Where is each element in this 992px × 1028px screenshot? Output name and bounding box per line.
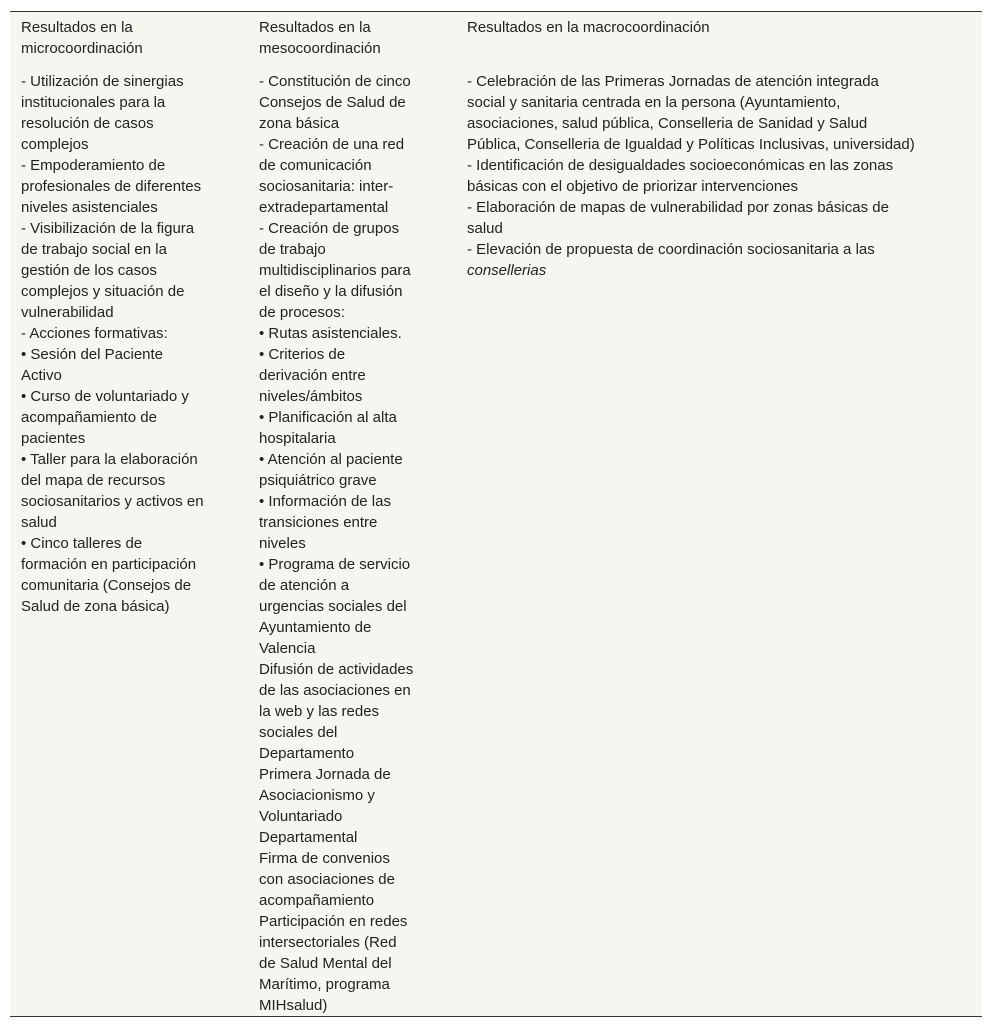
header-line: microcoordinación: [21, 40, 143, 57]
cell-text-line: Participación en redes: [259, 913, 408, 930]
cell-text-line: multidisciplinarios para: [259, 262, 411, 279]
cell-text-line: salud: [21, 514, 57, 531]
cell-text-line: - Acciones formativas:: [21, 325, 168, 342]
cell-text-line: • Curso de voluntariado y: [21, 388, 189, 405]
cell-text-line: Valencia: [259, 640, 316, 657]
cell-text-line: Marítimo, programa: [259, 976, 390, 993]
cell-text-line: complejos y situación de: [21, 283, 185, 300]
cell-text-line: - Elevación de propuesta de coordinación sociosanitaria a las: [467, 241, 875, 258]
cell-text-line: Difusión de actividades: [259, 661, 414, 678]
cell-text-line: • Cinco talleres de: [21, 535, 143, 552]
cell-text-line: la web y las redes: [259, 703, 380, 720]
cell-text-line: de procesos:: [259, 304, 345, 321]
header-line: Resultados en la: [21, 19, 133, 36]
cell-text-line: de las asociaciones en: [259, 682, 411, 699]
cell-text-line: urgencias sociales del: [259, 598, 407, 615]
cell-text-line: Primera Jornada de: [259, 766, 391, 783]
cell-text-line: Voluntariado: [259, 808, 343, 825]
cell-text-line: de trabajo social en la: [21, 241, 167, 258]
cell-text-line: - Visibilización de la figura: [21, 220, 195, 237]
cell-text-line: acompañamiento de: [21, 409, 157, 426]
cell-text-line: • Programa de servicio: [259, 556, 411, 573]
cell-text-line: • Taller para la elaboración: [21, 451, 198, 468]
column-macrocoordinacion: [467, 12, 967, 281]
cell-text-line: - Constitución de cinco: [259, 73, 411, 90]
cell-text-line: del mapa de recursos: [21, 472, 166, 489]
cell-text-line: transiciones entre: [259, 514, 378, 531]
cell-text-line: Departamento: [259, 745, 355, 762]
cell-text-line: profesionales de diferentes: [21, 178, 202, 195]
cell-text-line: Ayuntamiento de: [259, 619, 372, 636]
cell-text-line: • Rutas asistenciales.: [259, 325, 402, 342]
column-header-meso: [259, 12, 439, 59]
cell-text-line: derivación entre: [259, 367, 366, 384]
cell-text-line: social y sanitaria centrada en la persona (Ayuntamiento,: [467, 94, 841, 111]
cell-text-line: formación en participación: [21, 556, 197, 573]
cell-text-line: pacientes: [21, 430, 86, 447]
column-mesocoordinacion: [259, 12, 439, 1016]
cell-text-line: Salud de zona básica): [21, 598, 170, 615]
cell-text-line: Activo: [21, 367, 62, 384]
cell-text-line: - Elaboración de mapas de vulnerabilidad por zonas básicas de: [467, 199, 889, 216]
cell-text-line: MIHsalud): [259, 997, 328, 1014]
header-line: Resultados en la macrocoordinación: [467, 19, 710, 36]
column-header-macro: [467, 12, 967, 59]
cell-text-line: vulnerabilidad: [21, 304, 114, 321]
cell-text-line: con asociaciones de: [259, 871, 395, 888]
cell-text-line: - Creación de grupos: [259, 220, 400, 237]
cell-text-line: acompañamiento: [259, 892, 375, 909]
cell-text-line: - Creación de una red: [259, 136, 405, 153]
cell-text-line: zona básica: [259, 115, 340, 132]
cell-text-line: sociales del: [259, 724, 338, 741]
column-body-micro: [21, 71, 241, 617]
cell-text-line: niveles/ámbitos: [259, 388, 363, 405]
cell-text-line: el diseño y la difusión: [259, 283, 403, 300]
cell-text-line: Asociacionismo y: [259, 787, 375, 804]
cell-text-line: intersectoriales (Red: [259, 934, 397, 951]
cell-text-line: de atención a: [259, 577, 350, 594]
cell-text-line: extradepartamental: [259, 199, 389, 216]
cell-text-line: niveles: [259, 535, 306, 552]
cell-text-line: Consejos de Salud de: [259, 94, 406, 111]
header-line: Resultados en la: [259, 19, 371, 36]
cell-text-line: Departamental: [259, 829, 358, 846]
cell-text-line: salud: [467, 220, 503, 237]
cell-text-line: - Identificación de desigualdades socioeconómicas en las zonas: [467, 157, 894, 174]
cell-text-line: • Criterios de: [259, 346, 346, 363]
cell-text-line: comunitaria (Consejos de: [21, 577, 192, 594]
cell-text-line: - Utilización de sinergias: [21, 73, 184, 90]
italic-term: consellerias: [467, 262, 547, 279]
header-line: mesocoordinación: [259, 40, 381, 57]
cell-text-line: de trabajo: [259, 241, 326, 258]
cell-text-line: sociosanitarios y activos en: [21, 493, 204, 510]
cell-text-line: • Sesión del Paciente: [21, 346, 164, 363]
column-body-macro: [467, 71, 967, 281]
cell-text-line: • Información de las: [259, 493, 391, 510]
cell-text-line: complejos: [21, 136, 89, 153]
cell-text-line: institucionales para la: [21, 94, 166, 111]
cell-text-line: básicas con el objetivo de priorizar intervenciones: [467, 178, 799, 195]
cell-text-line: asociaciones, salud pública, Conselleria de Sanidad y Salud: [467, 115, 868, 132]
cell-text-line: Pública, Conselleria de Igualdad y Políticas Inclusivas, universidad): [467, 136, 915, 153]
column-body-meso: [259, 71, 439, 1016]
cell-text-line: resolución de casos: [21, 115, 154, 132]
column-header-micro: [21, 12, 241, 59]
cell-text-line: - Empoderamiento de: [21, 157, 166, 174]
cell-text-line: hospitalaria: [259, 430, 336, 447]
cell-text-line: • Atención al paciente: [259, 451, 403, 468]
cell-text-line: - Celebración de las Primeras Jornadas de atención integrada: [467, 73, 879, 90]
cell-text-line: • Planificación al alta: [259, 409, 397, 426]
column-microcoordinacion: [21, 12, 241, 617]
cell-text-line: de comunicación: [259, 157, 372, 174]
cell-text-line: gestión de los casos: [21, 262, 157, 279]
results-table: [10, 11, 982, 1017]
cell-text-line: Firma de convenios: [259, 850, 390, 867]
cell-text-line: sociosanitaria: inter-: [259, 178, 394, 195]
cell-text-line: de Salud Mental del: [259, 955, 392, 972]
cell-text-line: niveles asistenciales: [21, 199, 158, 216]
cell-text-line-italic: [467, 260, 967, 281]
cell-text-line: psiquiátrico grave: [259, 472, 377, 489]
